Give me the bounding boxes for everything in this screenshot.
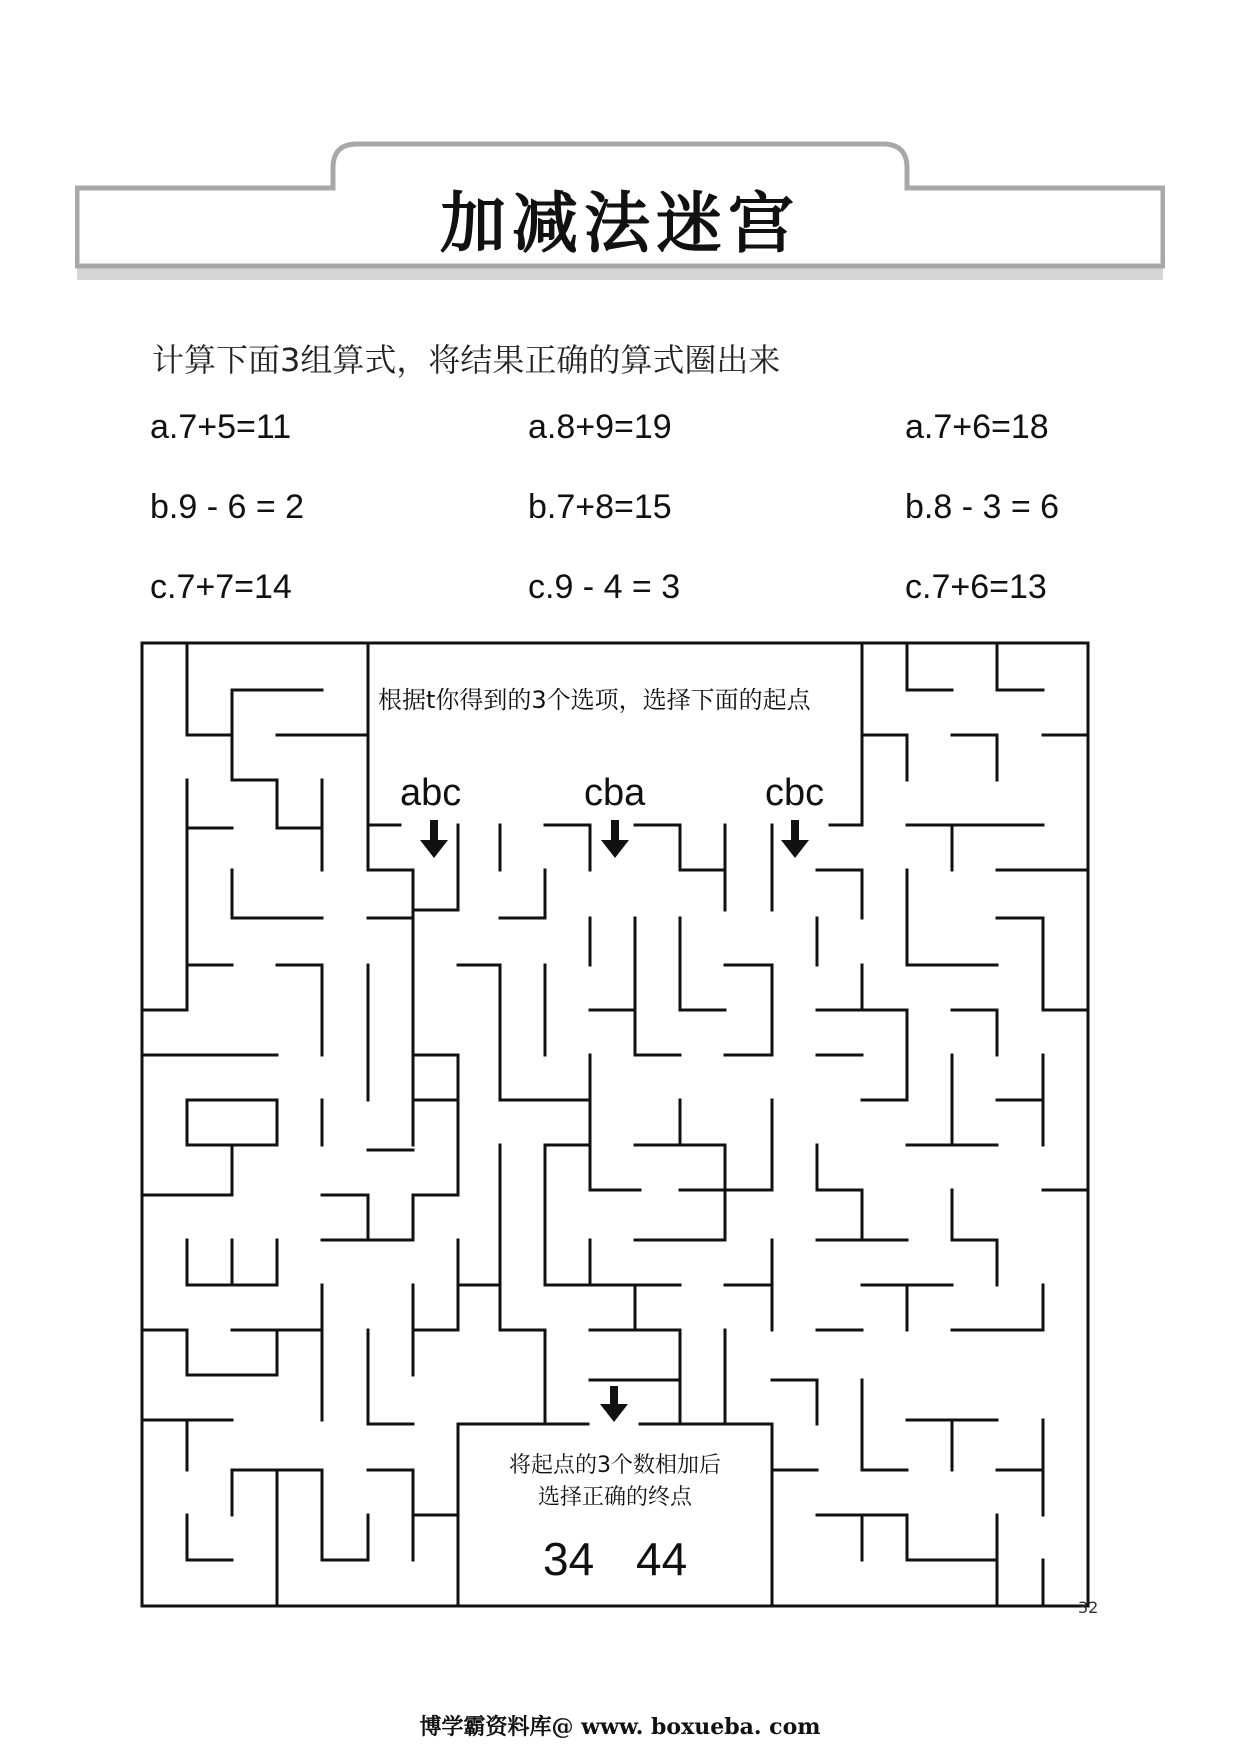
end-option-44[interactable]: 44: [636, 1533, 688, 1585]
start-arrows: [420, 820, 809, 1422]
page-number: 32: [1078, 1598, 1099, 1617]
equation-3a[interactable]: a.7+6=18: [905, 408, 1049, 446]
arrow-down-icon: [781, 820, 809, 858]
page-title: 加减法迷宫: [440, 185, 800, 262]
arrow-down-icon: [601, 820, 629, 858]
end-box-line1: 将起点的3个数相加后: [509, 1453, 721, 1478]
start-option-cba[interactable]: cba: [584, 772, 646, 814]
end-option-34[interactable]: 34: [543, 1533, 595, 1585]
equation-2b[interactable]: b.7+8=15: [528, 488, 672, 526]
arrow-down-icon: [600, 1386, 628, 1422]
equation-3c[interactable]: c.7+6=13: [905, 568, 1047, 606]
instruction-text: 计算下面3组算式，将结果正确的算式圈出来: [152, 341, 781, 379]
maze-top-instruction: 根据t你得到的3个选项，选择下面的起点: [378, 686, 811, 714]
equation-1b[interactable]: b.9 - 6 = 2: [150, 488, 305, 526]
equation-2c[interactable]: c.9 - 4 = 3: [528, 568, 681, 606]
equation-1a[interactable]: a.7+5=11: [150, 408, 292, 446]
footer-watermark: 博学霸资料库@ www. boxueba. com: [419, 1714, 821, 1740]
equation-1c[interactable]: c.7+7=14: [150, 568, 292, 606]
arrow-down-icon: [420, 820, 448, 858]
equation-2a[interactable]: a.8+9=19: [528, 408, 672, 446]
end-box-line2: 选择正确的终点: [537, 1485, 692, 1510]
start-option-cbc[interactable]: cbc: [765, 772, 825, 814]
start-option-abc[interactable]: abc: [400, 772, 462, 814]
equation-3b[interactable]: b.8 - 3 = 6: [905, 488, 1060, 526]
